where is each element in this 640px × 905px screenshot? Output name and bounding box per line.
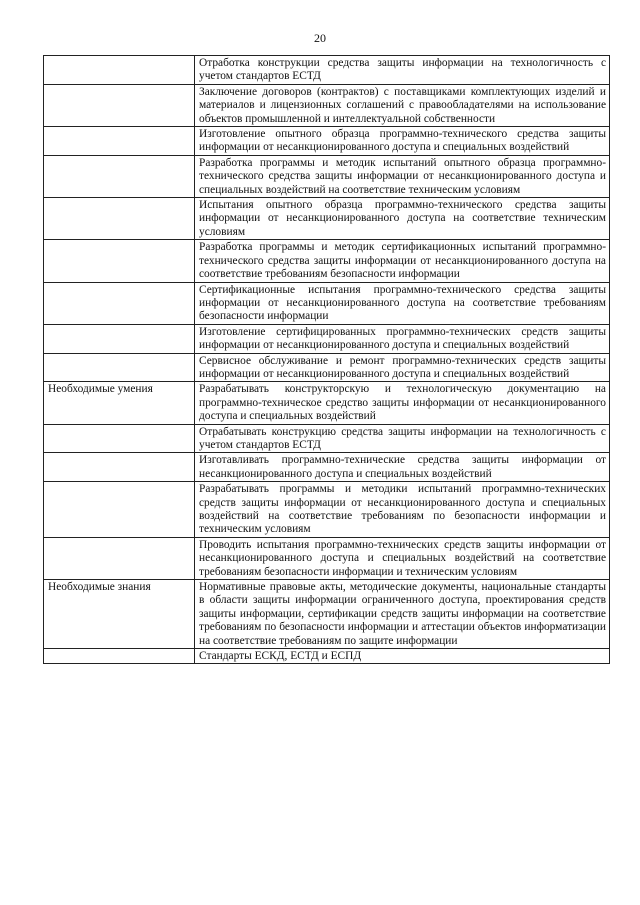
row-text: Изготовление опытного образца программно-технического средства защиты информации от несанкционированного доступа и специальных воздействий — [195, 127, 610, 156]
row-label — [44, 56, 195, 85]
row-text: Проводить испытания программно-технических средств защиты информации от несанкционированного доступа и специальных воздействий на соответствие требованиям безопасности информации и техническим условиям — [195, 537, 610, 579]
row-label — [44, 649, 195, 664]
row-label — [44, 353, 195, 382]
table-row — [44, 424, 610, 453]
row-text: Разрабатывать программы и методики испытаний программно-технических средств защиты информации от несанкционированного доступа и специальных воздействий на соответствие требованиям по безопасности информации и техническим условиям — [195, 482, 610, 538]
row-text: Заключение договоров (контрактов) с поставщиками комплектующих изделий и материалов и лицензионных соглашений с правообладателями на использование объектов промышленной и интеллектуальной собственности — [195, 84, 610, 126]
row-label — [44, 198, 195, 240]
row-label — [44, 127, 195, 156]
row-label-knowledge: Необходимые знания — [44, 580, 195, 649]
table-row — [44, 353, 610, 382]
row-text: Изготовление сертифицированных программно-технических средств защиты информации от несанкционированного доступа и специальных воздействий — [195, 324, 610, 353]
table-row — [44, 324, 610, 353]
row-label — [44, 324, 195, 353]
page-number: 20 — [314, 31, 326, 45]
row-label — [44, 424, 195, 453]
row-text: Сертификационные испытания программно-технического средства защиты информации от несанкционированного доступа на соответствие требованиям безопасности информации — [195, 282, 610, 324]
row-text: Отрабатывать конструкцию средства защиты информации на технологичность с учетом стандартов ЕСТД — [195, 424, 610, 453]
table-row — [44, 482, 610, 538]
row-text: Изготавливать программно-технические средства защиты информации от несанкционированного доступа и специальных воздействий — [195, 453, 610, 482]
table-row — [44, 56, 610, 85]
row-label — [44, 155, 195, 197]
requirements-table — [43, 55, 610, 664]
table-row — [44, 198, 610, 240]
table-row — [44, 453, 610, 482]
table-row — [44, 155, 610, 197]
row-label — [44, 282, 195, 324]
row-label — [44, 537, 195, 579]
row-label — [44, 453, 195, 482]
table-row — [44, 537, 610, 579]
row-label — [44, 482, 195, 538]
table-row — [44, 382, 610, 424]
row-text: Испытания опытного образца программно-технического средства защиты информации от несанкционированного доступа на соответствие техническим условиям — [195, 198, 610, 240]
row-text: Сервисное обслуживание и ремонт программно-технических средств защиты информации от несанкционированного доступа и специальных воздействий — [195, 353, 610, 382]
row-text: Отработка конструкции средства защиты информации на технологичность с учетом стандартов ЕСТД — [195, 56, 610, 85]
row-label-skills: Необходимые умения — [44, 382, 195, 424]
row-label — [44, 240, 195, 282]
row-text: Разрабатывать конструкторскую и технологическую документацию на программно-техническое средство защиты информации от несанкционированного доступа и специальных воздействий — [195, 382, 610, 424]
row-text: Разработка программы и методик сертификационных испытаний программно-технического средства защиты информации от несанкционированного доступа на соответствие требованиям безопасности информации — [195, 240, 610, 282]
row-text: Стандарты ЕСКД, ЕСТД и ЕСПД — [195, 649, 610, 664]
table-row — [44, 240, 610, 282]
row-text: Нормативные правовые акты, методические документы, национальные стандарты в области защиты информации ограниченного доступа, проектирования средств защиты информации, сертификации средств защиты информации на соответствие требованиям по безопасности информации и аттестации объектов информатизации на соответствие требованиям по защите информации — [195, 580, 610, 649]
table-row — [44, 580, 610, 649]
row-label — [44, 84, 195, 126]
row-text: Разработка программы и методик испытаний опытного образца программно-технического средства защиты информации от несанкционированного доступа и специальных воздействий на соответствие техническим условиям — [195, 155, 610, 197]
table-row — [44, 84, 610, 126]
table-row — [44, 649, 610, 664]
table-row — [44, 282, 610, 324]
table-row — [44, 127, 610, 156]
